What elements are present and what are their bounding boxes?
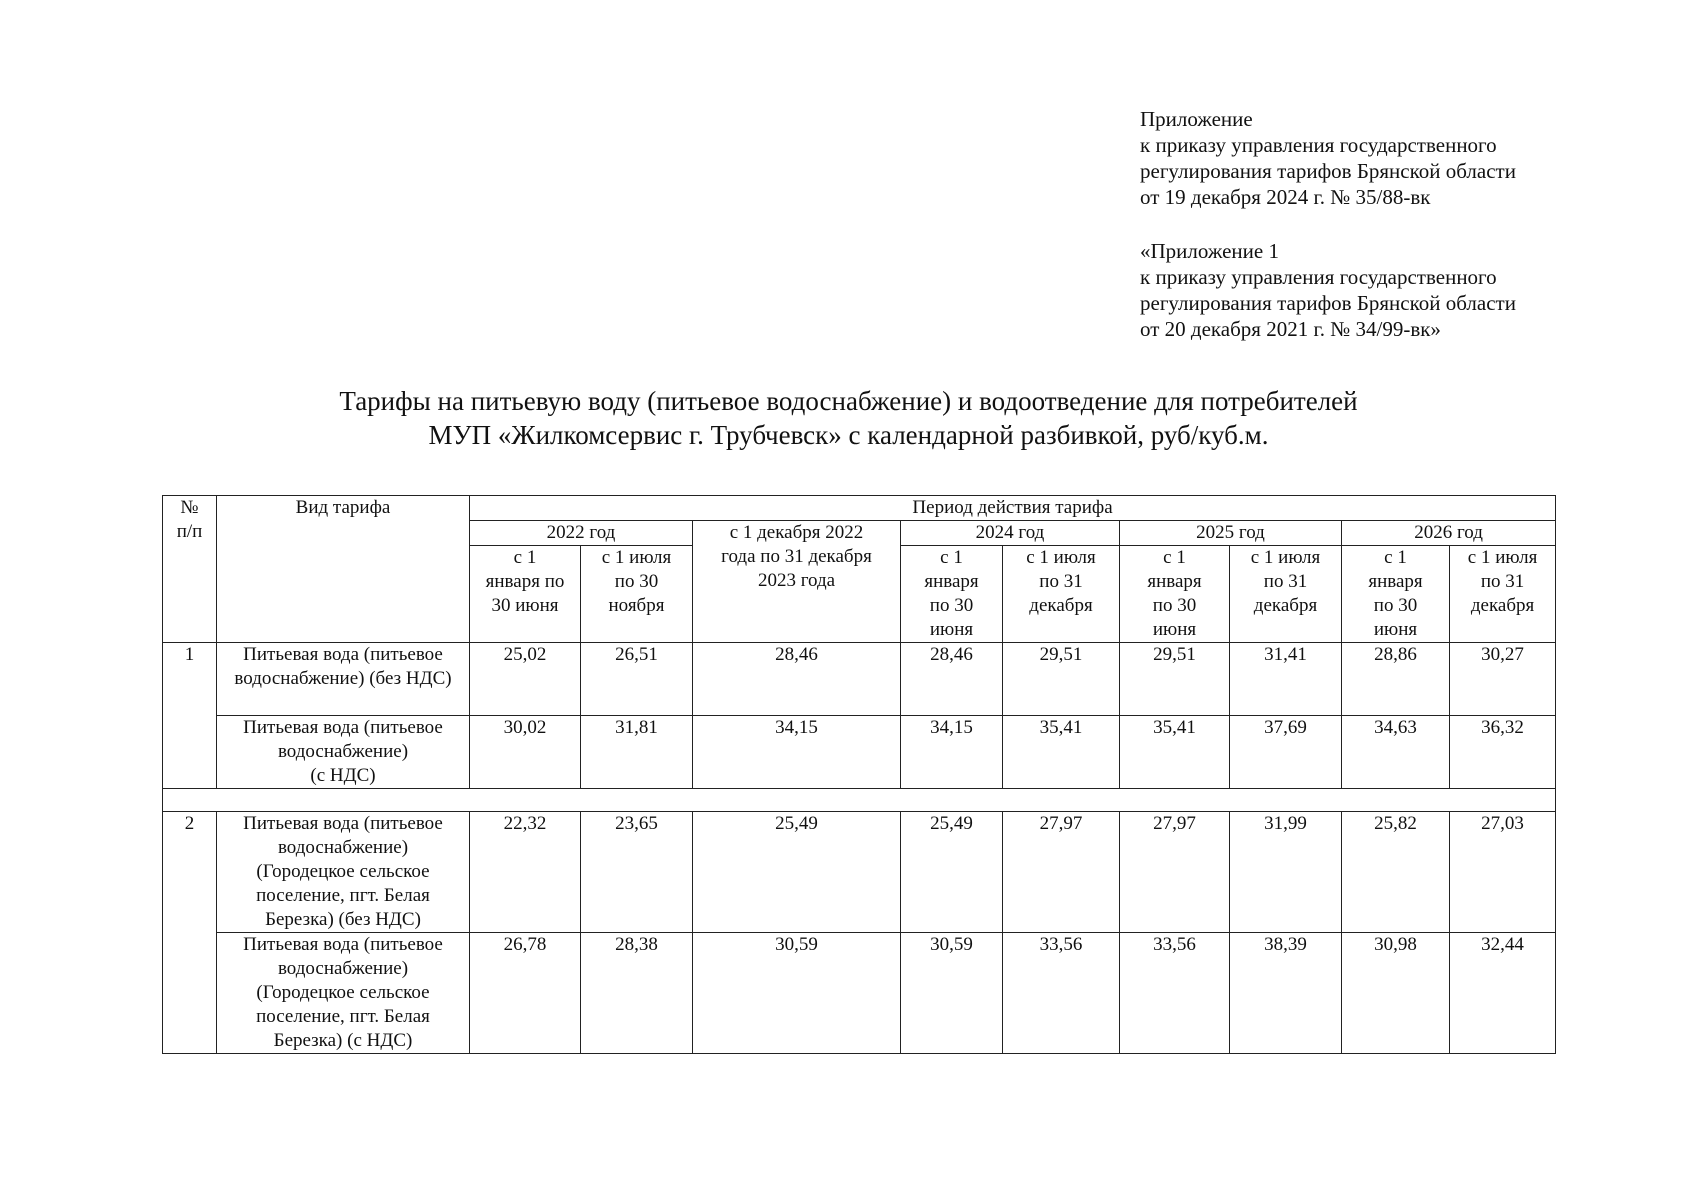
tariff-value: 26,51 [581, 643, 693, 716]
tariff-value: 32,44 [1450, 933, 1556, 1054]
tariff-value: 27,97 [1120, 812, 1230, 933]
spacer-cell [163, 789, 1556, 812]
tariff-name: Питьевая вода (питьевое водоснабжение) (Городецкое сельское поселение, пгт. Белая Березка) (без НДС) [217, 812, 470, 933]
header-sub-period: с 1 июля по 31 декабря [1230, 546, 1342, 643]
header-year-2026: 2026 год [1342, 521, 1556, 546]
tariff-value: 31,81 [581, 716, 693, 789]
header-dec2022-2023: с 1 декабря 2022 года по 31 декабря 2023 года [693, 521, 901, 643]
tariff-value: 34,15 [901, 716, 1003, 789]
table-row [163, 812, 1556, 933]
tariff-value: 25,49 [901, 812, 1003, 933]
title-line-2: МУП «Жилкомсервис г. Трубчевск» с календарной разбивкой, руб/куб.м. [428, 420, 1269, 450]
table-spacer-row [163, 789, 1556, 812]
table-row [163, 933, 1556, 1054]
tariff-value: 30,27 [1450, 643, 1556, 716]
appendix-line: к приказу управления государственного [1140, 265, 1497, 289]
header-sub-period: с 1 января по 30 июня [470, 546, 581, 643]
appendix-line: от 20 декабря 2021 г. № 34/99-вк» [1140, 317, 1441, 341]
tariff-value: 35,41 [1003, 716, 1120, 789]
tariff-value: 28,46 [693, 643, 901, 716]
tariff-value: 38,39 [1230, 933, 1342, 1054]
tariff-value: 27,97 [1003, 812, 1120, 933]
appendix-line: Приложение [1140, 107, 1253, 131]
tariff-value: 25,02 [470, 643, 581, 716]
tariff-table [162, 495, 1556, 1054]
tariff-name: Питьевая вода (питьевое водоснабжение) (без НДС) [217, 643, 470, 716]
tariff-value: 31,99 [1230, 812, 1342, 933]
tariff-value: 30,59 [901, 933, 1003, 1054]
table-row [163, 643, 1556, 716]
tariff-name: Питьевая вода (питьевое водоснабжение) (с НДС) [217, 716, 470, 789]
title-line-1: Тарифы на питьевую воду (питьевое водоснабжение) и водоотведение для потребителей [339, 386, 1358, 416]
header-sub-period: с 1 января по 30 июня [1120, 546, 1230, 643]
header-sub-period: с 1 января по 30 июня [901, 546, 1003, 643]
appendix-header-old [1140, 238, 1660, 342]
tariff-value: 29,51 [1120, 643, 1230, 716]
tariff-value: 28,46 [901, 643, 1003, 716]
header-num: № п/п [163, 496, 217, 643]
appendix-header-new [1140, 106, 1660, 210]
header-row-1 [163, 496, 1556, 521]
tariff-value: 22,32 [470, 812, 581, 933]
tariff-value: 25,49 [693, 812, 901, 933]
tariff-value: 29,51 [1003, 643, 1120, 716]
tariff-value: 30,02 [470, 716, 581, 789]
header-sub-period: с 1 июля по 30 ноября [581, 546, 693, 643]
appendix-line: к приказу управления государственного [1140, 133, 1497, 157]
header-tariff-type: Вид тарифа [217, 496, 470, 643]
header-year-2024: 2024 год [901, 521, 1120, 546]
tariff-name: Питьевая вода (питьевое водоснабжение) (Городецкое сельское поселение, пгт. Белая Березка) (с НДС) [217, 933, 470, 1054]
tariff-value: 34,63 [1342, 716, 1450, 789]
tariff-value: 33,56 [1120, 933, 1230, 1054]
header-period: Период действия тарифа [470, 496, 1556, 521]
tariff-value: 30,59 [693, 933, 901, 1054]
appendix-line: от 19 декабря 2024 г. № 35/88-вк [1140, 185, 1431, 209]
header-year-2022: 2022 год [470, 521, 693, 546]
tariff-value: 31,41 [1230, 643, 1342, 716]
tariff-value: 27,03 [1450, 812, 1556, 933]
appendix-line: «Приложение 1 [1140, 239, 1279, 263]
row-number: 1 [163, 643, 217, 789]
tariff-value: 23,65 [581, 812, 693, 933]
header-year-2025: 2025 год [1120, 521, 1342, 546]
header-sub-period: с 1 января по 30 июня [1342, 546, 1450, 643]
tariff-value: 25,82 [1342, 812, 1450, 933]
tariff-value: 26,78 [470, 933, 581, 1054]
tariff-value: 28,38 [581, 933, 693, 1054]
row-number: 2 [163, 812, 217, 1054]
tariff-value: 36,32 [1450, 716, 1556, 789]
tariff-value: 28,86 [1342, 643, 1450, 716]
tariff-value: 34,15 [693, 716, 901, 789]
header-sub-period: с 1 июля по 31 декабря [1003, 546, 1120, 643]
tariff-value: 35,41 [1120, 716, 1230, 789]
appendix-line: регулирования тарифов Брянской области [1140, 291, 1516, 315]
appendix-line: регулирования тарифов Брянской области [1140, 159, 1516, 183]
tariff-value: 37,69 [1230, 716, 1342, 789]
tariff-value: 30,98 [1342, 933, 1450, 1054]
tariff-value: 33,56 [1003, 933, 1120, 1054]
header-sub-period: с 1 июля по 31 декабря [1450, 546, 1556, 643]
document-title [0, 384, 1697, 452]
table-row [163, 716, 1556, 789]
